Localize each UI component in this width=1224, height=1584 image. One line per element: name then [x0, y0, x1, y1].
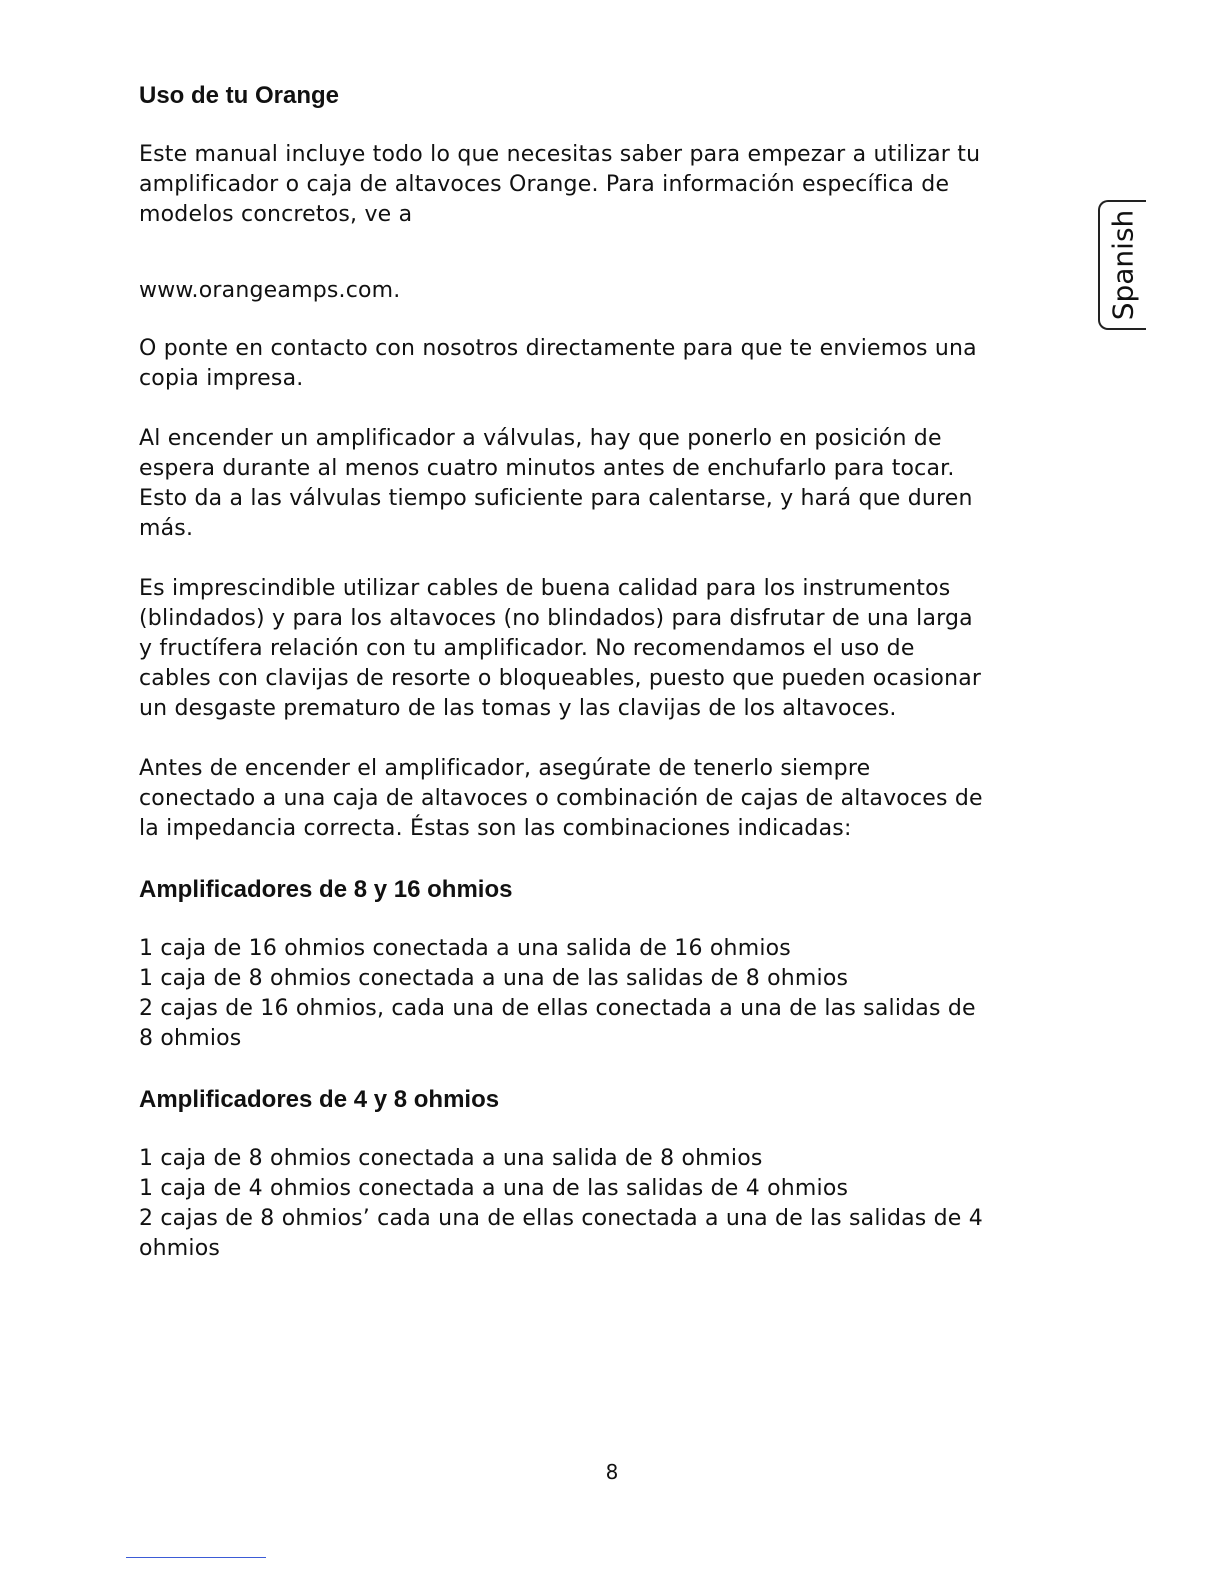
list-item: 1 caja de 4 ohmios conectada a una de las salidas de 4 ohmios — [139, 1176, 849, 1201]
section-heading-4-8: Amplificadores de 4 y 8 ohmios — [139, 1086, 500, 1113]
page-title: Uso de tu Orange — [139, 82, 340, 109]
combination-list-8-16 — [139, 934, 989, 1054]
list-item: 1 caja de 8 ohmios conectada a una salida de 8 ohmios — [139, 1146, 763, 1171]
footnote-divider — [126, 1557, 266, 1558]
paragraph-standby: Al encender un amplificador a válvulas, hay que ponerlo en posición de espera durante al menos cuatro minutos antes de enchufarlo para tocar. Esto da a las válvulas tiempo suficiente para calentarse, y hará que duren más. — [139, 426, 973, 541]
combination-list-4-8 — [139, 1144, 989, 1264]
page-number: 8 — [605, 1460, 619, 1484]
section-heading-8-16: Amplificadores de 8 y 16 ohmios — [139, 876, 513, 903]
paragraph-impedance: Antes de encender el amplificador, asegúrate de tenerlo siempre conectado a una caja de altavoces o combinación de cajas de altavoces de la impedancia correcta. Éstas son las combinaciones indicadas: — [139, 756, 983, 841]
language-tab — [1098, 200, 1146, 330]
page-content — [139, 80, 989, 1294]
paragraph-cables: Es imprescindible utilizar cables de buena calidad para los instrumentos (blindados) y para los altavoces (no blindados) para disfrutar de una larga y fructífera relación con tu amplificador. No recomendamos el uso de cables con clavijas de resorte o bloqueables, puesto que pueden ocasionar un desgaste prematuro de las tomas y las clavijas de los altavoces. — [139, 576, 982, 721]
list-item: 2 cajas de 16 ohmios, cada una de ellas conectada a una de las salidas de 8 ohmios — [139, 996, 976, 1051]
intro-paragraph: Este manual incluye todo lo que necesitas saber para empezar a utilizar tu amplificador o caja de altavoces Orange. Para información específica de modelos concretos, ve a — [139, 142, 981, 227]
paragraph-contact: O ponte en contacto con nosotros directamente para que te enviemos una copia impresa. — [139, 336, 977, 391]
list-item: 1 caja de 8 ohmios conectada a una de las salidas de 8 ohmios — [139, 966, 849, 991]
list-item: 2 cajas de 8 ohmios’ cada una de ellas conectada a una de las salidas de 4 ohmios — [139, 1206, 983, 1261]
list-item: 1 caja de 16 ohmios conectada a una salida de 16 ohmios — [139, 936, 791, 961]
website-link[interactable]: www.orangeamps.com. — [139, 278, 401, 303]
language-tab-label: Spanish — [1106, 209, 1140, 321]
